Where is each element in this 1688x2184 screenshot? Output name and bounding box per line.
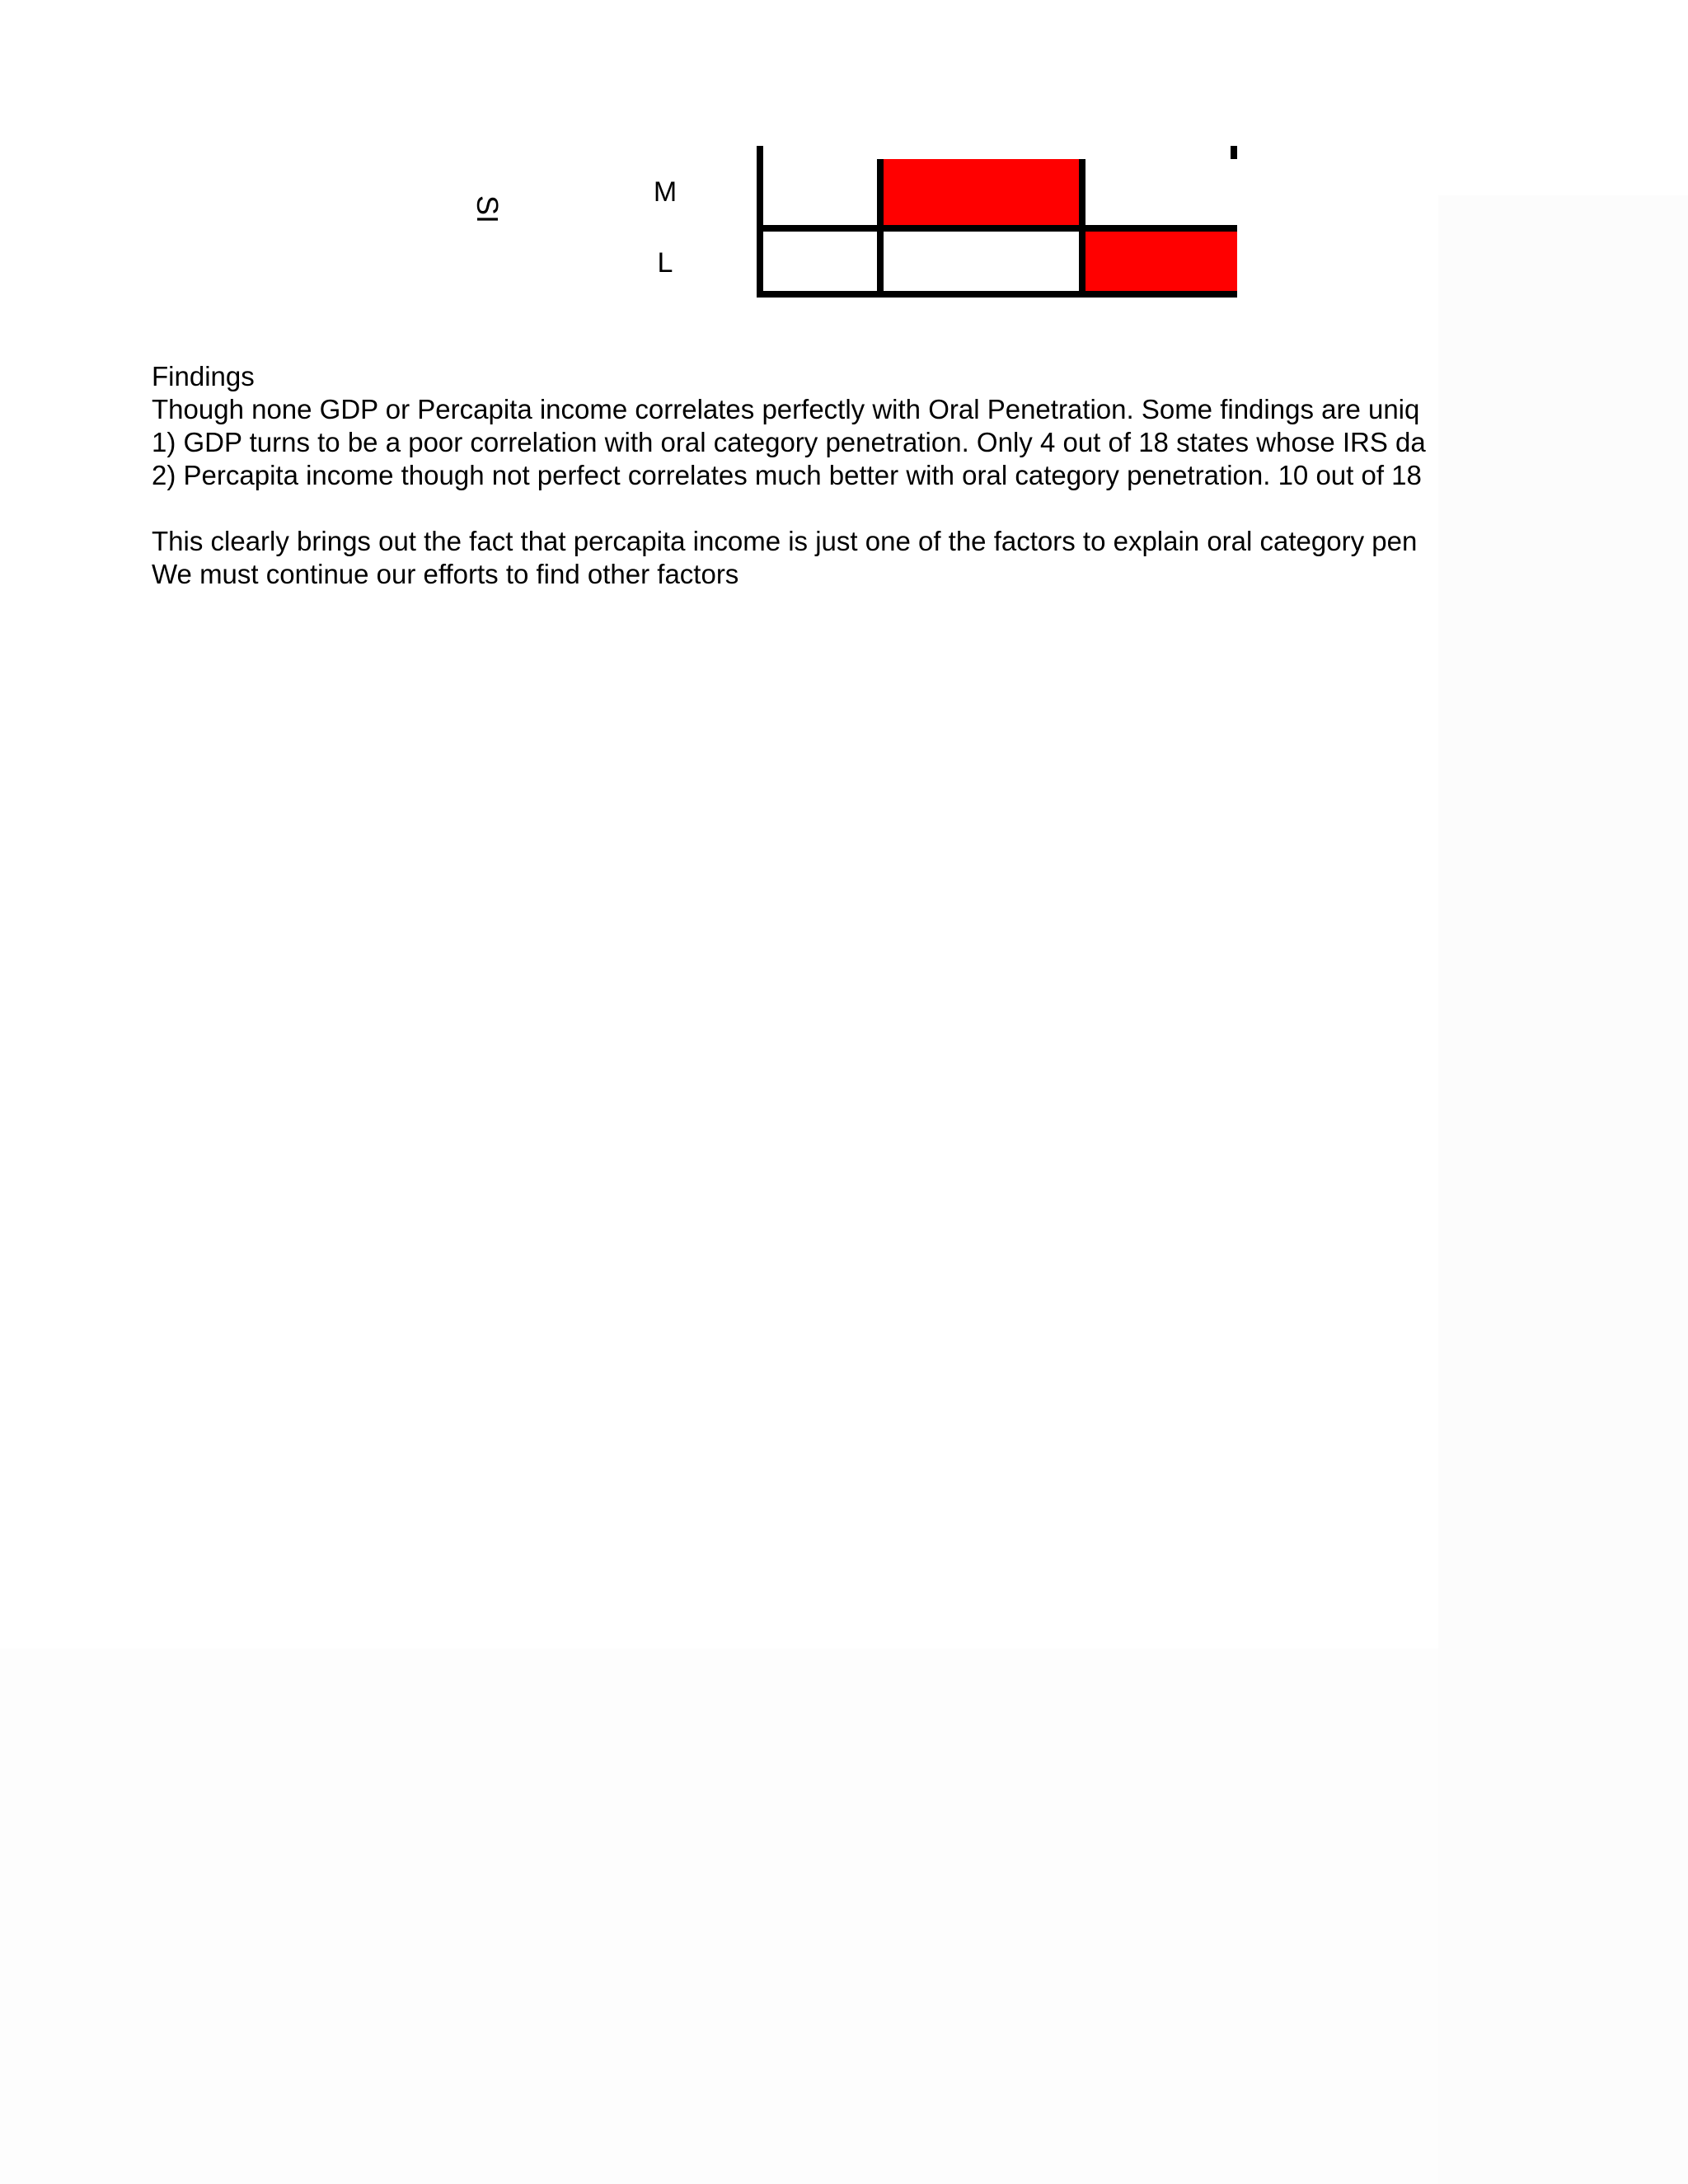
page-margin-bottom: [0, 1648, 1438, 2184]
matrix-row-label-m: M: [653, 176, 678, 208]
finding-point-1: 1) GDP turns to be a poor correlation with oral category penetration. Only 4 out of 18 states whose IRS da: [152, 427, 1426, 457]
matrix-cell-m-3: [1079, 159, 1237, 225]
page-margin-right: [1438, 195, 1688, 2184]
blank-line: [152, 492, 1439, 525]
matrix-grid: [757, 146, 1237, 298]
matrix-cell-l-3: [1079, 225, 1237, 291]
findings-block: [152, 360, 1439, 591]
matrix-row-label-l: L: [657, 247, 673, 279]
findings-intro: Though none GDP or Percapita income correlates perfectly with Oral Penetration. Some findings are uniq: [152, 394, 1420, 424]
correlation-matrix-fragment: [445, 176, 1269, 307]
matrix-cell-l-2: [877, 225, 1079, 291]
findings-heading: Findings: [152, 361, 255, 391]
findings-conclusion-1: This clearly brings out the fact that percapita income is just one of the factors to explain oral category pen: [152, 526, 1418, 556]
matrix-cell-m-2: [877, 159, 1079, 225]
finding-point-2: 2) Percapita income though not perfect correlates much better with oral category penetration. 10 out of 18: [152, 460, 1422, 490]
findings-conclusion-2: We must continue our efforts to find other factors: [152, 559, 739, 589]
matrix-cell-m-1: [763, 159, 877, 225]
matrix-axis-label: SI: [471, 195, 504, 224]
matrix-cell-l-1: [763, 225, 877, 291]
